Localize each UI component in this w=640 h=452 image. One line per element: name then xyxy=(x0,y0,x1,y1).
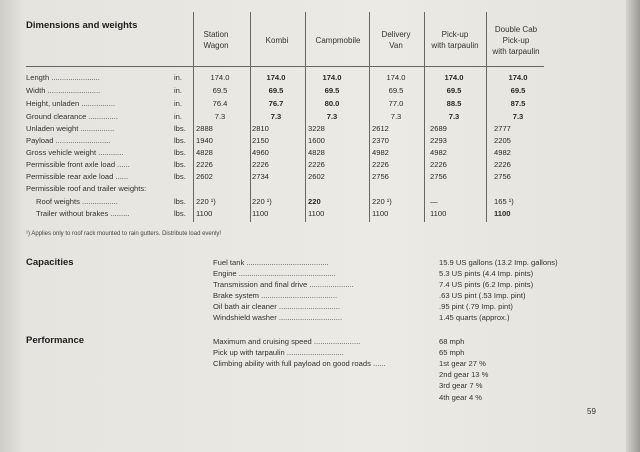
row-label: Width ......................... xyxy=(26,86,101,95)
table-cell: 7.3 xyxy=(390,112,402,121)
table-cell: 2226 xyxy=(196,160,213,169)
table-cell: 220 xyxy=(308,197,321,206)
table-row xyxy=(26,147,586,158)
table-cell: 4982 xyxy=(494,148,511,157)
table-cell: 1100 xyxy=(494,209,511,218)
table-row xyxy=(26,123,586,134)
table-cell: 1100 xyxy=(252,209,269,218)
capacity-value: 15.9 US gallons (13.2 Imp. gallons) xyxy=(439,258,558,267)
table-cell: 7.3 xyxy=(326,112,338,121)
table-cell: 4828 xyxy=(196,148,213,157)
column-header-kombi: Kombi xyxy=(265,35,289,45)
table-cell: 69.5 xyxy=(510,86,526,95)
table-cell: 2226 xyxy=(494,160,511,169)
row-unit: lbs. xyxy=(174,124,186,133)
table-row xyxy=(26,159,586,170)
table-cell: 4982 xyxy=(372,148,389,157)
performance-gear-value: 4th gear 4 % xyxy=(439,393,483,402)
table-cell: 165 ¹) xyxy=(494,197,514,206)
table-cell: 87.5 xyxy=(510,99,526,108)
table-cell: 2756 xyxy=(430,172,447,181)
table-cell: 76.7 xyxy=(268,99,284,108)
row-label: Unladen weight ................ xyxy=(26,124,115,133)
table-cell: 220 ¹) xyxy=(372,197,392,206)
performance-row xyxy=(0,347,620,358)
row-label: Gross vehicle weight ............ xyxy=(26,148,124,157)
table-cell: 174.0 xyxy=(508,73,528,82)
row-unit: in. xyxy=(174,86,183,95)
page-number: 59 xyxy=(587,407,596,416)
row-label: Trailer without brakes ......... xyxy=(36,209,130,218)
capacity-row xyxy=(0,290,620,301)
table-cell: 174.0 xyxy=(266,73,286,82)
capacities-title: Capacities xyxy=(26,257,74,268)
capacity-label: Brake system .................................... xyxy=(213,291,338,300)
capacity-label: Fuel tank ....................................... xyxy=(213,258,329,267)
row-label: Permissible roof and trailer weights: xyxy=(26,184,147,193)
performance-label: Climbing ability with full payload on good roads ...... xyxy=(213,359,386,368)
dimensions-title: Dimensions and weights xyxy=(26,20,138,31)
table-cell: 2602 xyxy=(196,172,213,181)
performance-value: 68 mph xyxy=(439,337,465,346)
table-cell: 220 ¹) xyxy=(196,197,216,206)
table-cell: 80.0 xyxy=(324,99,340,108)
row-label: Height, unladen ................ xyxy=(26,99,116,108)
table-cell: 1100 xyxy=(430,209,447,218)
table-cell: 88.5 xyxy=(446,99,462,108)
table-row xyxy=(26,111,586,122)
capacity-row xyxy=(0,279,620,290)
row-label: Permissible rear axle load ...... xyxy=(26,172,129,181)
table-cell: 2689 xyxy=(430,124,447,133)
table-cell: 69.5 xyxy=(446,86,462,95)
capacity-row xyxy=(0,257,620,268)
table-cell: 7.3 xyxy=(270,112,282,121)
column-header-campmobile: Campmobile xyxy=(315,35,361,45)
row-unit: lbs. xyxy=(174,172,186,181)
row-unit: lbs. xyxy=(174,209,186,218)
column-header-double-cab: Double Cab Pick-up with tarpaulin xyxy=(492,24,540,56)
table-cell: 220 ¹) xyxy=(252,197,272,206)
table-cell: 2756 xyxy=(494,172,511,181)
row-unit: lbs. xyxy=(174,160,186,169)
performance-gear-row xyxy=(0,369,620,380)
performance-gear-value: 3rd gear 7 % xyxy=(439,381,483,390)
table-cell: 2612 xyxy=(372,124,389,133)
capacity-value: 1.45 quarts (approx.) xyxy=(439,313,510,322)
column-header-pickup: Pick-up with tarpaulin xyxy=(431,30,479,50)
capacity-label: Oil bath air cleaner ............................. xyxy=(213,302,341,311)
table-cell: 2810 xyxy=(252,124,269,133)
table-cell: 2226 xyxy=(252,160,269,169)
table-cell: 77.0 xyxy=(388,99,404,108)
table-cell: 174.0 xyxy=(210,73,230,82)
performance-value: 65 mph xyxy=(439,348,465,357)
table-row xyxy=(26,208,586,219)
table-cell: 2756 xyxy=(372,172,389,181)
row-label: Permissible front axle load ...... xyxy=(26,160,130,169)
row-label: Length ....................... xyxy=(26,73,100,82)
table-cell: 2226 xyxy=(308,160,325,169)
table-row xyxy=(26,171,586,182)
table-cell: — xyxy=(430,197,438,206)
table-cell: 7.3 xyxy=(512,112,524,121)
table-cell: 2602 xyxy=(308,172,325,181)
table-cell: 7.3 xyxy=(448,112,460,121)
table-row xyxy=(26,183,586,194)
table-cell: 1600 xyxy=(308,136,325,145)
table-cell: 69.5 xyxy=(388,86,404,95)
capacity-row xyxy=(0,268,620,279)
table-cell: 2226 xyxy=(430,160,447,169)
table-cell: 2150 xyxy=(252,136,269,145)
table-cell: 1100 xyxy=(196,209,213,218)
capacity-label: Windshield washer .............................. xyxy=(213,313,343,322)
performance-title: Performance xyxy=(26,335,85,346)
row-label: Ground clearance .............. xyxy=(26,112,119,121)
table-row xyxy=(26,98,586,109)
table-cell: 4982 xyxy=(430,148,447,157)
table-cell: 76.4 xyxy=(212,99,228,108)
performance-label: Maximum and cruising speed ...................... xyxy=(213,337,361,346)
table-cell: 69.5 xyxy=(324,86,340,95)
capacity-label: Engine .............................................. xyxy=(213,269,336,278)
capacity-value: .63 US pint (.53 Imp. pint) xyxy=(439,291,526,300)
table-cell: 2734 xyxy=(252,172,269,181)
column-header-delivery-van: Delivery Van xyxy=(381,30,411,50)
table-cell: 2293 xyxy=(430,136,447,145)
header-rule xyxy=(26,66,544,67)
performance-row xyxy=(0,358,620,369)
row-unit: lbs. xyxy=(174,136,186,145)
capacity-row xyxy=(0,301,620,312)
column-header-station-wagon: Station Wagon xyxy=(203,30,229,50)
table-cell: 2777 xyxy=(494,124,511,133)
table-cell: 69.5 xyxy=(212,86,228,95)
performance-row xyxy=(0,336,620,347)
row-label: Roof weights ................. xyxy=(36,197,118,206)
table-cell: 174.0 xyxy=(444,73,464,82)
page-spine-shadow xyxy=(626,0,640,452)
table-cell: 2370 xyxy=(372,136,389,145)
capacity-value: .95 pint (.79 Imp. pint) xyxy=(439,302,513,311)
table-cell: 1100 xyxy=(308,209,325,218)
capacity-row xyxy=(0,312,620,323)
row-unit: in. xyxy=(174,73,183,82)
performance-gear-row xyxy=(0,380,620,391)
table-cell: 4960 xyxy=(252,148,269,157)
table-cell: 2226 xyxy=(372,160,389,169)
footnote: ¹) Applies only to roof rack mounted to rain gutters. Distribute load evenly! xyxy=(26,231,222,237)
table-cell: 174.0 xyxy=(322,73,342,82)
table-cell: 4828 xyxy=(308,148,325,157)
table-cell: 2888 xyxy=(196,124,213,133)
row-unit: in. xyxy=(174,99,183,108)
table-cell: 2205 xyxy=(494,136,511,145)
performance-value: 1st gear 27 % xyxy=(439,359,486,368)
performance-gear-value: 2nd gear 13 % xyxy=(439,370,489,379)
table-cell: 3228 xyxy=(308,124,325,133)
row-unit: lbs. xyxy=(174,148,186,157)
capacity-label: Transmission and final drive ..................... xyxy=(213,280,354,289)
row-unit: in. xyxy=(174,112,183,121)
table-cell: 1100 xyxy=(372,209,389,218)
table-cell: 174.0 xyxy=(386,73,406,82)
table-cell: 1940 xyxy=(196,136,213,145)
performance-label: Pick up with tarpaulin ........................... xyxy=(213,348,344,357)
table-row xyxy=(26,135,586,146)
table-row xyxy=(26,196,586,207)
table-row xyxy=(26,72,586,83)
row-label: Payload .......................... xyxy=(26,136,111,145)
performance-gear-row xyxy=(0,392,620,403)
capacity-value: 7.4 US pints (6.2 Imp. pints) xyxy=(439,280,534,289)
table-row xyxy=(26,85,586,96)
capacity-value: 5.3 US pints (4.4 Imp. pints) xyxy=(439,269,534,278)
row-unit: lbs. xyxy=(174,197,186,206)
table-cell: 69.5 xyxy=(268,86,284,95)
table-cell: 7.3 xyxy=(214,112,226,121)
